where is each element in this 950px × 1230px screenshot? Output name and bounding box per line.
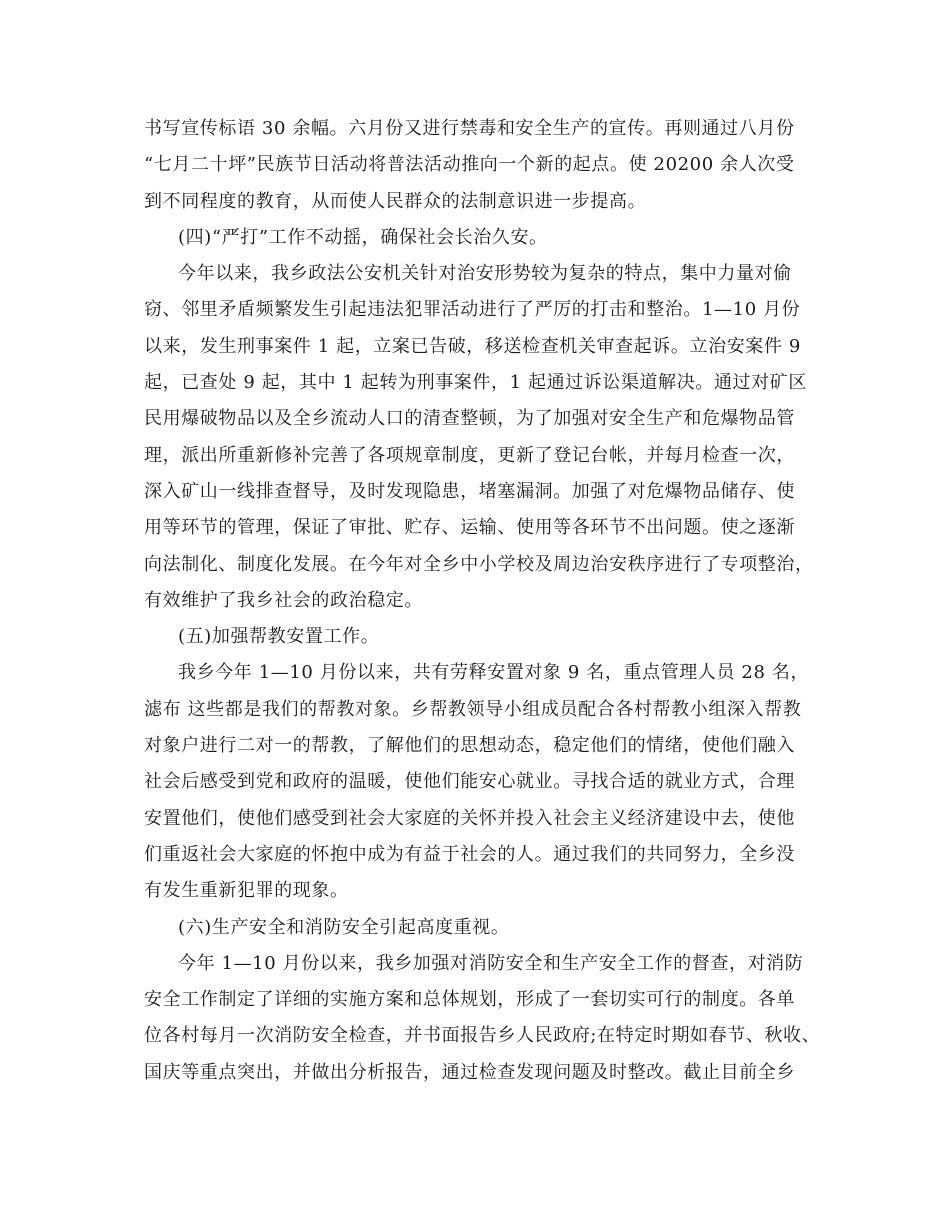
text-line-content: 安置他们，使他们感受到社会大家庭的关怀并投入社会主义经济建设中去，使他 [144, 807, 795, 829]
text-line [0, 147, 950, 183]
text-line [0, 1018, 950, 1054]
text-line [0, 184, 950, 220]
text-line [0, 438, 950, 474]
text-line-content: 向法制化、制度化发展。在今年对全乡中小学校及周边治安秩序进行了专项整治， [144, 553, 814, 575]
text-line-content: 起，已查处 9 起，其中 1 起转为刑事案件，1 起通过诉讼渠道解决。通过对矿区 [144, 372, 807, 394]
text-line-content: 对象户进行二对一的帮教，了解他们的思想动态，稳定他们的情绪，使他们融入 [144, 735, 795, 757]
text-line [0, 365, 950, 401]
text-line [0, 873, 950, 909]
text-line [0, 692, 950, 728]
text-line [0, 547, 950, 583]
text-line-content: 今年以来，我乡政法公安机关针对治安形势较为复杂的特点，集中力量对偷 [178, 263, 792, 285]
text-line [0, 329, 950, 365]
text-line-content: 有发生重新犯罪的现象。 [144, 880, 349, 902]
text-line-content: 我乡今年 1—10 月份以来，共有劳释安置对象 9 名，重点管理人员 28 名， [178, 662, 810, 684]
text-line [0, 111, 950, 147]
text-line-content: 有效维护了我乡社会的政治稳定。 [144, 589, 423, 611]
text-line [0, 619, 950, 655]
text-line-content: (六)生产安全和消防安全引起高度重视。 [178, 916, 510, 938]
text-line-content: (四)“严打”工作不动摇，确保社会长治久安。 [178, 226, 548, 248]
text-line [0, 1055, 950, 1091]
text-line [0, 946, 950, 982]
text-line-content: 理，派出所重新修补完善了各项规章制度，更新了登记台帐，并每月检查一次， [144, 444, 795, 466]
text-line-content: 社会后感受到党和政府的温暖，使他们能安心就业。寻找合适的就业方式，合理 [144, 771, 795, 793]
text-line [0, 982, 950, 1018]
text-line [0, 256, 950, 292]
text-line-content: 们重返社会大家庭的怀抱中成为有益于社会的人。通过我们的共同努力，全乡没 [144, 843, 795, 865]
text-line [0, 583, 950, 619]
text-line-content: 安全工作制定了详细的实施方案和总体规划，形成了一套切实可行的制度。各单 [144, 989, 795, 1011]
text-line-content: 用等环节的管理，保证了审批、贮存、运输、使用等各环节不出问题。使之逐渐 [144, 517, 795, 539]
text-line-content: 位各村每月一次消防安全检查，并书面报告乡人民政府;在特定时期如春节、秋收、 [144, 1025, 821, 1047]
text-line [0, 474, 950, 510]
text-line-content: 民用爆破物品以及全乡流动人口的清查整顿，为了加强对安全生产和危爆物品管 [144, 408, 795, 430]
text-line [0, 401, 950, 437]
text-line [0, 764, 950, 800]
text-line [0, 728, 950, 764]
text-line [0, 292, 950, 328]
text-line-content: 书写宣传标语 30 余幅。六月份又进行禁毒和安全生产的宣传。再则通过八月份 [144, 118, 795, 139]
text-line [0, 910, 950, 946]
text-line [0, 220, 950, 256]
text-line-content: “七月二十坪”民族节日活动将普法活动推向一个新的起点。使 20200 余人次受 [144, 154, 795, 176]
text-line [0, 655, 950, 691]
document-body [0, 111, 950, 1091]
text-line [0, 837, 950, 873]
text-line-content: 到不同程度的教育，从而使人民群众的法制意识进一步提高。 [144, 190, 647, 212]
text-line-content: 滤布 这些都是我们的帮教对象。乡帮教领导小组成员配合各村帮教小组深入帮教 [144, 698, 802, 720]
text-line-content: (五)加强帮教安置工作。 [178, 626, 380, 648]
text-line-content: 国庆等重点突出，并做出分析报告，通过检查发现问题及时整改。截止目前全乡 [144, 1061, 795, 1083]
text-line-content: 窃、邻里矛盾频繁发生引起违法犯罪活动进行了严厉的打击和整治。1—10 月份 [144, 299, 801, 321]
text-line-content: 以来，发生刑事案件 1 起，立案已告破，移送检查机关审查起诉。立治安案件 9 [144, 335, 801, 357]
text-line [0, 510, 950, 546]
text-line-content: 深入矿山一线排查督导，及时发现隐患，堵塞漏洞。加强了对危爆物品储存、使 [144, 480, 795, 502]
text-line-content: 今年 1—10 月份以来，我乡加强对消防安全和生产安全工作的督查，对消防 [178, 952, 804, 974]
text-line [0, 801, 950, 837]
